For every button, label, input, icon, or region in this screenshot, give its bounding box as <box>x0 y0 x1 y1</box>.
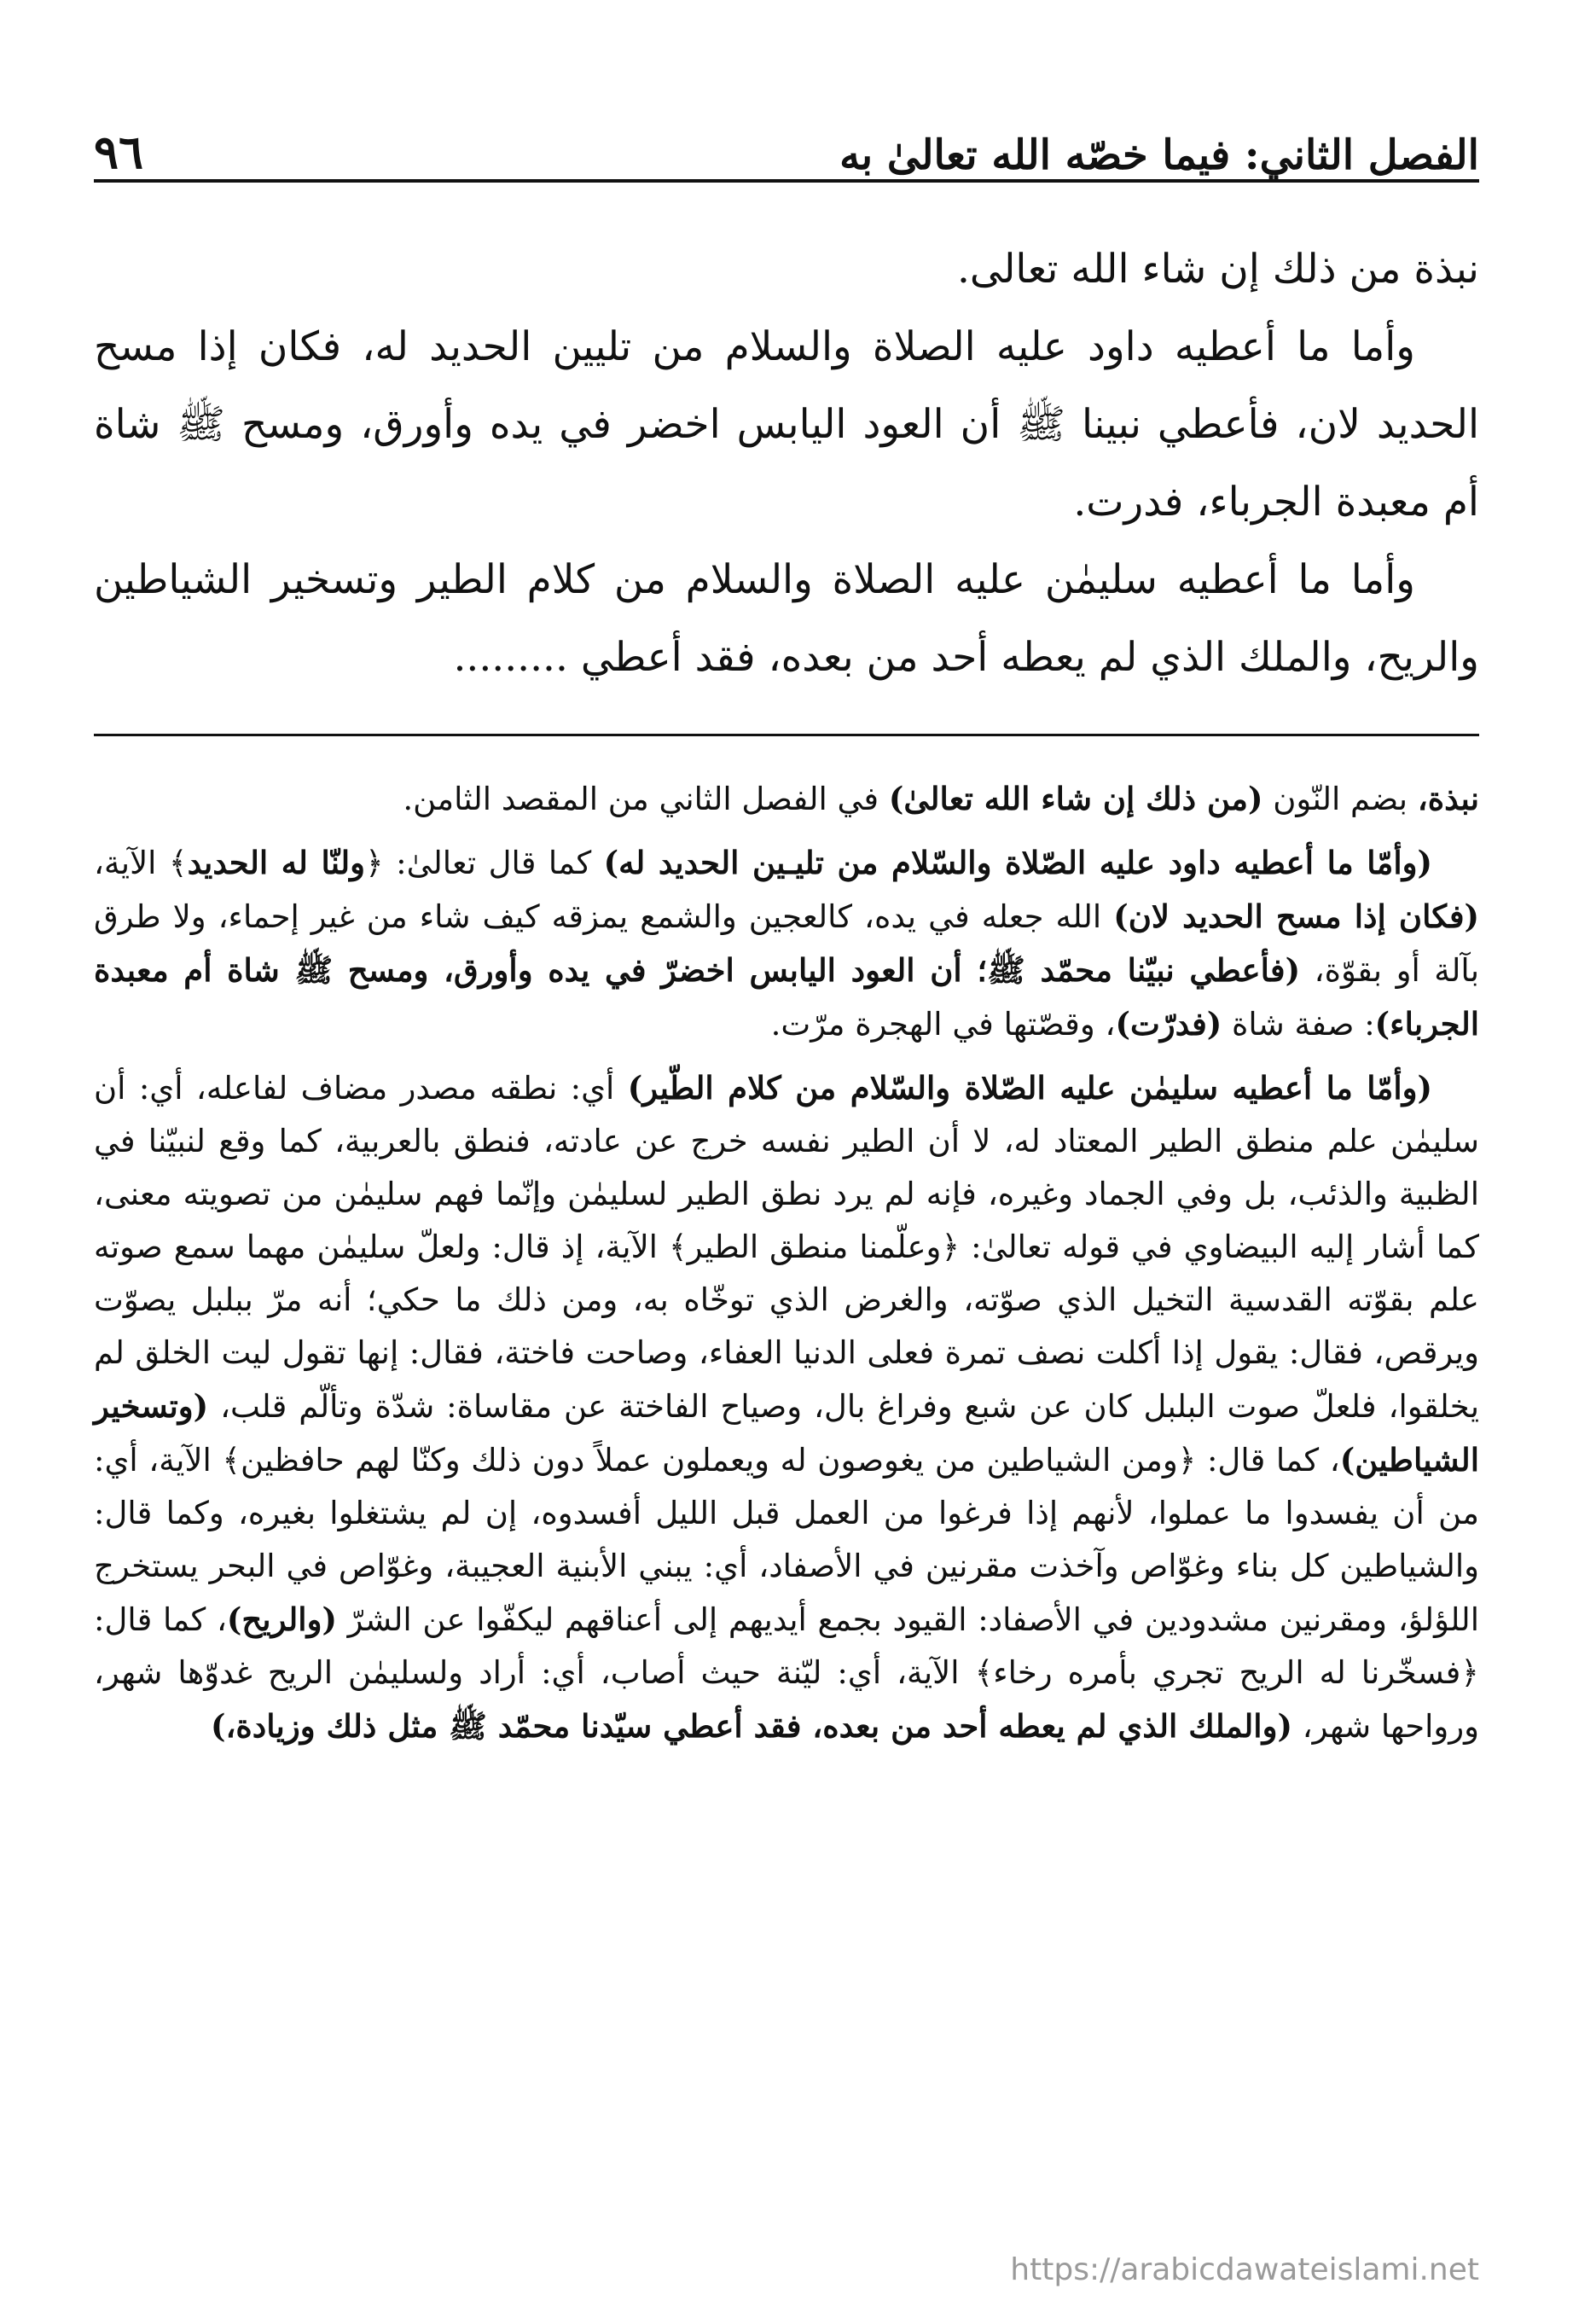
commentary-span: ، وقصّتها في الهجرة مرّت. <box>770 1006 1116 1043</box>
main-text-paragraph: نبذة من ذلك إن شاء الله تعالى. <box>956 246 1479 293</box>
commentary-span: كما قال تعالىٰ: ﴿ <box>365 845 604 881</box>
main-text <box>94 230 1479 696</box>
commentary-paragraph <box>94 1061 1479 1753</box>
quoted-phrase: (فدرّت) <box>1115 1005 1222 1043</box>
page-header <box>94 98 1479 179</box>
commentary-span: أي: نطقه مصدر مضاف لفاعله، أي: أن سليمٰن علم منطق الطير المعتاد له، لا أن الطير نفسه خرج عن عادته، فنطق بالعربية، كما وقع لنبيّنا في الظبية والذئب، بل وفي الجماد وغيره، فإنه لم يرد نطق الطير لسليمٰن وإنّما فهم سليمٰن من تصويته معنى، كما أشار إليه البيضاوي في قوله تعالىٰ: ﴿وعلّمنا منطق الطير﴾ الآية، إذ قال: ولعلّ سليمٰن مهما سمع صوته علم بقوّته القدسية التخيل الذي صوّته، والغرض الذي توخّاه به، ومن ذلك ما حكي؛ أنه مرّ ببلبل يصوّت ويرقص، فقال: يقول إذا أكلت نصف تمرة فعلى الدنيا العفاء، وصاحت فاختة، فقال: إنها تقول ليت الخلق لم يخلقوا، فلعلّ صوت البلبل كان عن شبع وفراغ بال، وصياح الفاختة عن مقاساة: شدّة وتألّم قلب، <box>94 1070 1479 1425</box>
commentary-divider <box>94 734 1479 736</box>
commentary-span: ، كما قال: ﴿فسخّرنا له الريح تجري بأمره رخاء﴾ الآية، أي: ليّنة حيث أصاب، أي: أراد ولسليمٰن الريح غدوّها شهر، ورواحها شهر، <box>94 1601 1479 1745</box>
quoted-phrase: (فأعطي نبيّنا محمّد ﷺ؛ أن العود اليابس اخضرّ في يده وأورق، ومسح ﷺ شاة أم معبدة الجرباء) <box>94 951 1479 1043</box>
commentary-span: الله جعله في يده، كالعجين والشمع يمزقه كيف شاء من غير إحماء، ولا طرق بآلة أو بقوّة، <box>94 898 1479 989</box>
main-text-paragraph: وأما ما أعطيه سليمٰن عليه الصلاة والسلام من كلام الطير وتسخير الشياطين والريح، والملك الذي لم يعطه أحد من بعده، فقد أعطي ......... <box>94 556 1479 681</box>
commentary-paragraph <box>94 836 1479 1051</box>
commentary-span: بضم النّون <box>1262 781 1418 817</box>
quoted-phrase: (فكان إذا مسح الحديد لان) <box>1113 898 1480 935</box>
quoted-phrase: ولنّا له الحديد <box>187 844 366 881</box>
running-title: الفصل الثاني: فيما خصّه الله تعالىٰ به <box>839 131 1479 179</box>
commentary-span: في الفصل الثاني من المقصد الثامن. <box>403 781 889 817</box>
commentary-span: : صفة شاة <box>1222 1006 1375 1043</box>
quoted-phrase: (وأمّا ما أعطيه سليمٰن عليه الصّلاة والسّلام من كلام الطّير) <box>627 1069 1432 1107</box>
quoted-phrase: (والريح) <box>226 1601 337 1638</box>
header-rule <box>94 179 1479 183</box>
commentary-paragraph <box>94 772 1479 826</box>
watermark-url: https://arabicdawateislami.net <box>1010 2252 1479 2287</box>
quoted-phrase: (وتسخير الشياطين) <box>94 1387 1479 1479</box>
quoted-phrase: نبذة، <box>1417 780 1479 817</box>
quoted-phrase: (والملك الذي لم يعطه أحد من بعده، فقد أعطي سيّدنا محمّد ﷺ مثل ذلك وزيادة،) <box>210 1707 1292 1745</box>
commentary-span: ﴾ الآية، <box>94 845 188 881</box>
commentary-text <box>94 772 1479 1763</box>
quoted-phrase: (من ذلك إن شاء الله تعالىٰ) <box>888 780 1263 817</box>
page-number: ٩٦ <box>94 125 144 179</box>
main-text-paragraph: وأما ما أعطيه داود عليه الصلاة والسلام من تليين الحديد له، فكان إذا مسح الحديد لان، فأعطي نبينا ﷺ أن العود اليابس اخضر في يده وأورق، ومسح ﷺ شاة أم معبدة الجرباء، فدرت. <box>94 323 1479 526</box>
quoted-phrase: (وأمّا ما أعطيه داود عليه الصّلاة والسّلام من تليـين الحديد له) <box>603 844 1432 881</box>
commentary-span: ، كما قال: ﴿ومن الشياطين من يغوصون له ويعملون عملاً دون ذلك وكنّا لهم حافظين﴾ الآية، أي: من أن يفسدوا ما عملوا، لأنهم إذا فرغوا من العمل قبل الليل أفسدوه، إن لم يشتغلوا بغيره، وكما قال: والشياطين كل بناء وغوّاص وآخذت مقرنين في الأصفاد، أي: يبني الأبنية العجيبة، وغوّاص في البحر يستخرج اللؤلؤ، ومقرنين مشدودين في الأصفاد: القيود بجمع أيديهم إلى أعناقهم ليكفّوا عن الشرّ <box>94 1442 1479 1638</box>
